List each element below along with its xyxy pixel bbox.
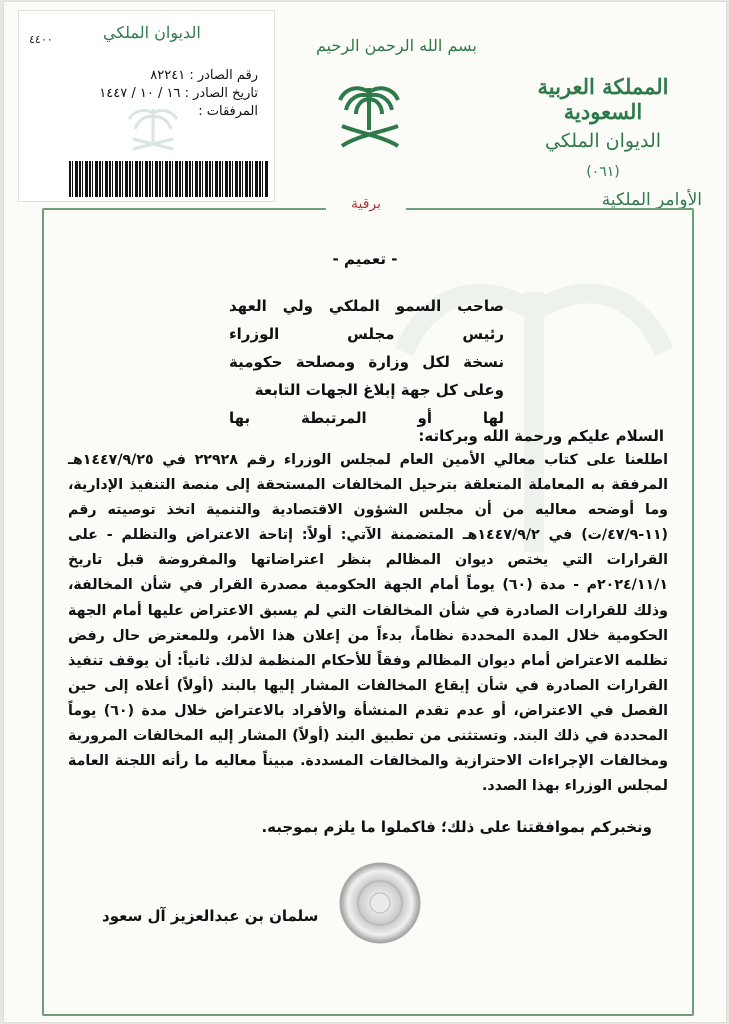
barcode-icon: [69, 161, 269, 197]
outgoing-date: تاريخ الصادر : ١٦ / ١٠ / ١٤٤٧: [99, 86, 258, 101]
small-reference: ٤٤٠٠: [29, 33, 53, 46]
label-diwan-text: الديوان الملكي: [103, 23, 201, 42]
outgoing-number: رقم الصادر : ٨٢٢٤١: [150, 68, 258, 83]
addressee-line: نسخة لكل وزارة ومصلحة حكومية: [229, 353, 504, 371]
attachments: المرفقات :: [198, 104, 258, 119]
document-page: [4, 2, 726, 1022]
addressees: [229, 292, 504, 432]
saudi-emblem-icon: [336, 80, 402, 152]
hologram-seal-icon: [339, 862, 421, 944]
kingdom-name: المملكة العربية السعودية: [537, 74, 669, 124]
label-header: [29, 21, 264, 46]
outgoing-label: [18, 10, 275, 202]
letterhead: [498, 74, 708, 180]
outgoing-meta: [99, 67, 258, 121]
document-type-label: برقية: [326, 196, 406, 220]
office-code: (٠٦١): [586, 164, 620, 180]
addressee-line: رئيس مجلس الوزراء: [229, 325, 504, 343]
diwan-name: الديوان الملكي: [544, 130, 662, 152]
signature-name: سلمان بن عبدالعزيز آل سعود: [102, 907, 319, 925]
salutation: السلام عليكم ورحمة الله وبركاته:: [418, 427, 664, 445]
closing-line: ونخبركم بموافقتنا على ذلك؛ فاكملوا ما يلزم بموجبه.: [261, 818, 652, 836]
addressee-line: وعلى كل جهة إبلاغ الجهات التابعة لها أو المرتبطة بها: [229, 381, 504, 427]
circular-title: - تعميم -: [332, 250, 398, 268]
addressee-line: صاحب السمو الملكي ولي العهد: [229, 297, 504, 315]
letter-body: اطلعنا على كتاب معالي الأمين العام لمجلس الوزراء رقم ٢٢٩٢٨ في ١٤٤٧/٩/٢٥هـ المرفقة به المعاملة المتعلقة بترحيل المخالفات المستحقة إلى منصة التنفيذ الإدارية، وما أوضحه معاليه من أن مجلس الشؤون الاقتصادية والتنمية اتخذ توصيته رقم (١١-٤٧/٩/ت) في ١٤٤٧/٩/٢هـ المتضمنة الآتي: أولاً: إتاحة الاعتراض والتظلم - على القرارات التي يختص ديوان المظالم بنظر اعتراضاتها والمفروضة قبل تاريخ ٢٠٢٤/١١/١م - مدة (٦٠) يوماً أمام الجهة الحكومية مصدرة القرار في شأن المخالفة، وذلك للقرارات الصادرة في شأن المخالفات التي لم يسبق الاعتراض عليها أمام الجهة الحكومية خلال المدة المحددة نظاماً، بدءاً من إعلان هذا الأمر، وللمعترض حال رفض تظلمه الاعتراض أمام ديوان المظالم وفقاً للأحكام المنظمة لذلك. ثانياً: أن يوقف تنفيذ القرارات الصادرة في شأن إيقاع المخالفات المشار إليها بالبند (أولاً) أعلاه إلى حين الفصل في الاعتراض، أو عدم تقدم المنشأة والأفراد بالاعتراض خلال مدة (٦٠) يوماً المحددة في ذلك البند. وتستثنى من تطبيق البند (أولاً) المشار إليه المخالفات المرورية ومخالفات الإجراءات الاحترازية والمخالفات المسددة. مبيناً معاليه ما رأته اللجنة العامة لمجلس الوزراء بهذا الصدد.: [68, 452, 669, 795]
basmala: بسم الله الرحمن الرحيم: [316, 36, 477, 55]
royal-orders-label: الأوامر الملكية: [601, 190, 702, 210]
